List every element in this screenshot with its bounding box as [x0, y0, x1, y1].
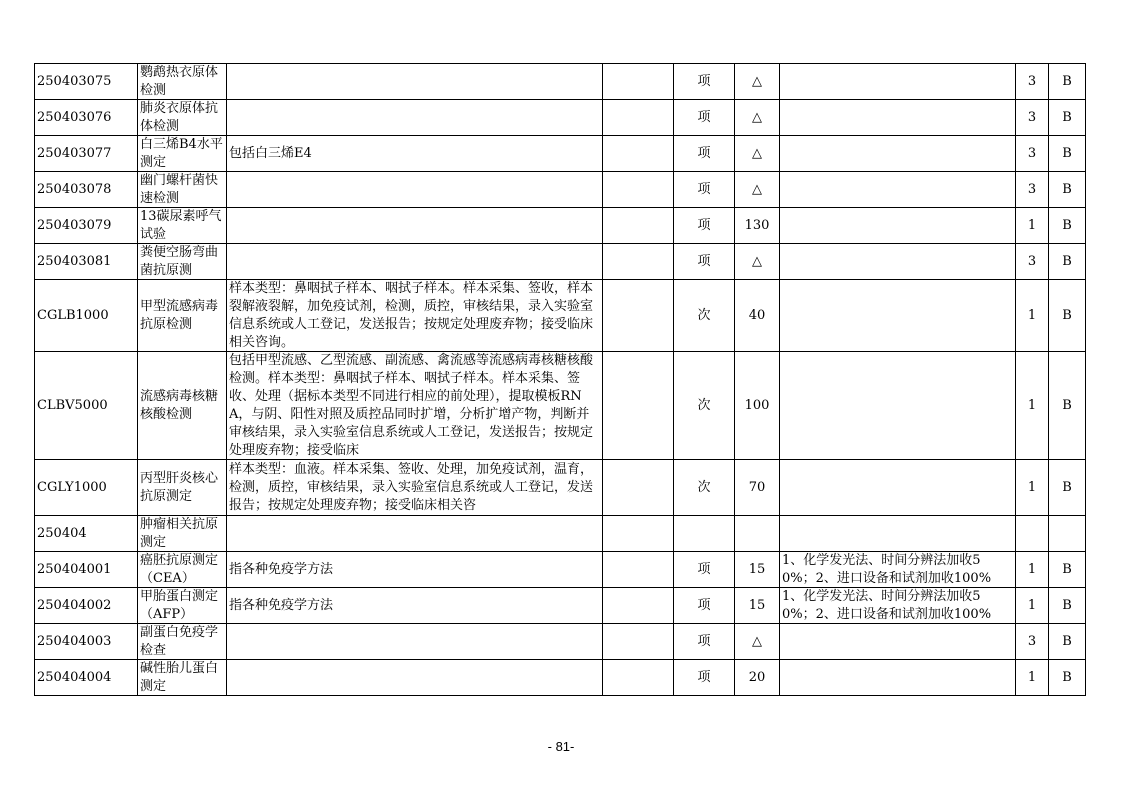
item-code: 250404001 [35, 552, 138, 588]
item-note [780, 460, 1016, 516]
item-name: 13碳尿素呼气试验 [138, 208, 227, 244]
table-row [35, 100, 1086, 136]
item-code: 250403078 [35, 172, 138, 208]
item-name: 甲胎蛋白测定（AFP） [138, 588, 227, 624]
item-name: 副蛋白免疫学检查 [138, 624, 227, 660]
item-description [227, 208, 603, 244]
item-description: 指各种免疫学方法 [227, 552, 603, 588]
table-row [35, 624, 1086, 660]
item-note [780, 516, 1016, 552]
item-code: 250403081 [35, 244, 138, 280]
item-exclusion [603, 136, 674, 172]
item-code: 250404004 [35, 660, 138, 696]
table-row [35, 352, 1086, 460]
item-code: 250403076 [35, 100, 138, 136]
item-code: 250404003 [35, 624, 138, 660]
item-note [780, 280, 1016, 352]
item-unit: 项 [674, 208, 735, 244]
item-name: 幽门螺杆菌快速检测 [138, 172, 227, 208]
item-exclusion [603, 552, 674, 588]
item-note [780, 352, 1016, 460]
item-class: B [1049, 136, 1086, 172]
item-class: B [1049, 100, 1086, 136]
item-price: 100 [735, 352, 780, 460]
item-price: 40 [735, 280, 780, 352]
item-class: B [1049, 172, 1086, 208]
item-exclusion [603, 588, 674, 624]
item-name: 丙型肝炎核心抗原测定 [138, 460, 227, 516]
item-exclusion [603, 460, 674, 516]
item-name: 粪便空肠弯曲菌抗原测 [138, 244, 227, 280]
item-price: △ [735, 64, 780, 100]
item-class: B [1049, 64, 1086, 100]
item-exclusion [603, 516, 674, 552]
item-description: 包括白三烯E4 [227, 136, 603, 172]
item-class: B [1049, 280, 1086, 352]
table-row [35, 244, 1086, 280]
item-category: 3 [1016, 100, 1049, 136]
item-exclusion [603, 208, 674, 244]
item-unit: 次 [674, 280, 735, 352]
item-note [780, 244, 1016, 280]
item-unit: 次 [674, 352, 735, 460]
table-row [35, 280, 1086, 352]
item-price: 70 [735, 460, 780, 516]
item-description [227, 172, 603, 208]
item-category: 1 [1016, 660, 1049, 696]
item-description: 包括甲型流感、乙型流感、副流感、禽流感等流感病毒核糖核酸检测。样本类型：鼻咽拭子样本、咽拭子样本。样本采集、签收、处理（据标本类型不同进行相应的前处理），提取模板RNA，与阴、阳性对照及质控品同时扩增，分析扩增产物，判断并审核结果，录入实验室信息系统或人工登记，发送报告；按规定处理废弃物；接受临床 [227, 352, 603, 460]
item-name: 鹦鹉热衣原体检测 [138, 64, 227, 100]
item-description [227, 100, 603, 136]
item-price [735, 516, 780, 552]
item-name: 癌胚抗原测定（CEA） [138, 552, 227, 588]
item-unit: 项 [674, 660, 735, 696]
item-unit: 项 [674, 172, 735, 208]
item-price: △ [735, 136, 780, 172]
item-price: 15 [735, 588, 780, 624]
item-category: 3 [1016, 64, 1049, 100]
item-name: 甲型流感病毒抗原检测 [138, 280, 227, 352]
fee-table [34, 63, 1086, 696]
table-row [35, 660, 1086, 696]
item-price: △ [735, 172, 780, 208]
item-note [780, 100, 1016, 136]
item-price: 20 [735, 660, 780, 696]
table-row [35, 136, 1086, 172]
item-note [780, 172, 1016, 208]
item-category: 1 [1016, 552, 1049, 588]
table-row [35, 552, 1086, 588]
item-price: △ [735, 624, 780, 660]
item-category [1016, 516, 1049, 552]
item-exclusion [603, 280, 674, 352]
item-exclusion [603, 244, 674, 280]
item-category: 3 [1016, 624, 1049, 660]
item-class: B [1049, 208, 1086, 244]
table-row [35, 64, 1086, 100]
table-row [35, 208, 1086, 244]
item-note [780, 64, 1016, 100]
item-category: 3 [1016, 136, 1049, 172]
item-exclusion [603, 64, 674, 100]
item-price: 15 [735, 552, 780, 588]
item-code: 250403077 [35, 136, 138, 172]
item-category: 1 [1016, 352, 1049, 460]
item-class: B [1049, 660, 1086, 696]
item-code: 250404 [35, 516, 138, 552]
item-description [227, 660, 603, 696]
item-category: 1 [1016, 460, 1049, 516]
item-unit: 项 [674, 244, 735, 280]
item-note: 1、化学发光法、时间分辨法加收50%；2、进口设备和试剂加收100% [780, 588, 1016, 624]
item-category: 3 [1016, 172, 1049, 208]
item-code: 250403075 [35, 64, 138, 100]
item-code: CLBV5000 [35, 352, 138, 460]
item-unit: 项 [674, 588, 735, 624]
item-exclusion [603, 352, 674, 460]
item-note [780, 660, 1016, 696]
table-row [35, 516, 1086, 552]
item-name: 碱性胎儿蛋白测定 [138, 660, 227, 696]
table-row [35, 588, 1086, 624]
item-class: B [1049, 352, 1086, 460]
item-class: B [1049, 552, 1086, 588]
item-unit: 次 [674, 460, 735, 516]
item-price: △ [735, 244, 780, 280]
item-unit: 项 [674, 552, 735, 588]
item-code: 250403079 [35, 208, 138, 244]
item-name: 肺炎衣原体抗体检测 [138, 100, 227, 136]
item-note [780, 136, 1016, 172]
item-category: 1 [1016, 208, 1049, 244]
item-code: CGLY1000 [35, 460, 138, 516]
item-note [780, 624, 1016, 660]
item-price: 130 [735, 208, 780, 244]
item-unit: 项 [674, 136, 735, 172]
item-class: B [1049, 624, 1086, 660]
item-description: 样本类型：血液。样本采集、签收、处理，加免疫试剂，温育，检测，质控，审核结果，录入实验室信息系统或人工登记，发送报告；按规定处理废弃物；接受临床相关咨 [227, 460, 603, 516]
item-class [1049, 516, 1086, 552]
item-name: 肿瘤相关抗原测定 [138, 516, 227, 552]
item-unit: 项 [674, 100, 735, 136]
item-description [227, 244, 603, 280]
item-class: B [1049, 460, 1086, 516]
item-description: 指各种免疫学方法 [227, 588, 603, 624]
item-name: 白三烯B4水平测定 [138, 136, 227, 172]
item-note: 1、化学发光法、时间分辨法加收50%；2、进口设备和试剂加收100% [780, 552, 1016, 588]
item-exclusion [603, 624, 674, 660]
item-category: 3 [1016, 244, 1049, 280]
item-price: △ [735, 100, 780, 136]
item-description [227, 624, 603, 660]
item-description: 样本类型：鼻咽拭子样本、咽拭子样本。样本采集、签收，样本裂解液裂解，加免疫试剂，检测，质控，审核结果，录入实验室信息系统或人工登记，发送报告；按规定处理废弃物；接受临床相关咨询。 [227, 280, 603, 352]
item-exclusion [603, 100, 674, 136]
item-code: 250404002 [35, 588, 138, 624]
item-class: B [1049, 244, 1086, 280]
table-row [35, 460, 1086, 516]
item-description [227, 516, 603, 552]
item-description [227, 64, 603, 100]
item-unit: 项 [674, 64, 735, 100]
item-unit [674, 516, 735, 552]
item-exclusion [603, 660, 674, 696]
item-unit: 项 [674, 624, 735, 660]
item-code: CGLB1000 [35, 280, 138, 352]
item-category: 1 [1016, 280, 1049, 352]
table-row [35, 172, 1086, 208]
item-class: B [1049, 588, 1086, 624]
item-name: 流感病毒核糖核酸检测 [138, 352, 227, 460]
item-note [780, 208, 1016, 244]
page-number: - 81- [547, 739, 575, 754]
item-exclusion [603, 172, 674, 208]
item-category: 1 [1016, 588, 1049, 624]
